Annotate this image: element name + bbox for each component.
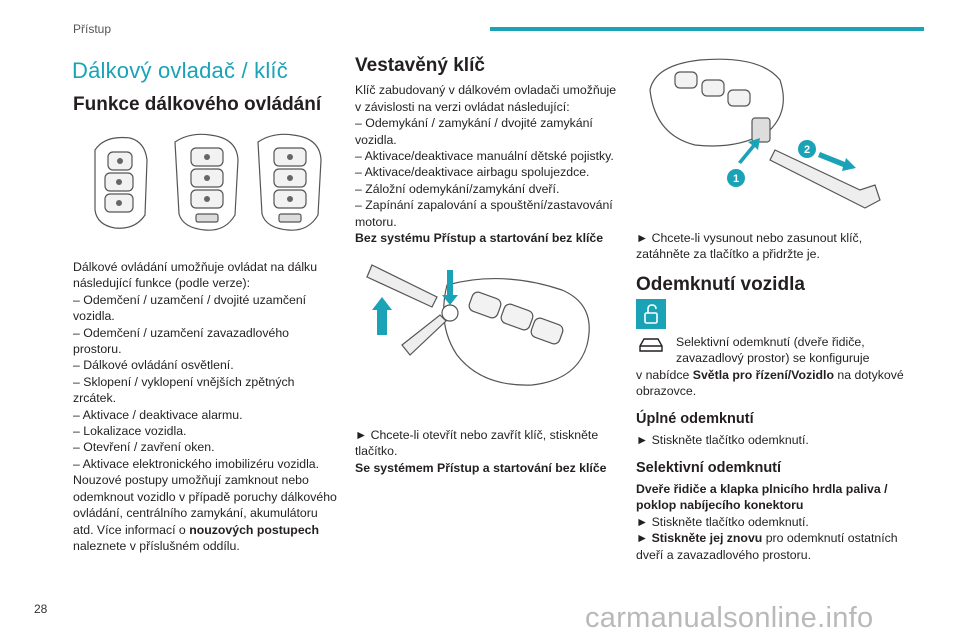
callout-1-label: 1 — [732, 173, 740, 185]
page-title: Dálkový ovladač / klíč — [72, 58, 288, 83]
column-remote-functions-text — [73, 259, 348, 554]
list-item: – Sklopení / vyklopení vnějších zpětných — [73, 374, 295, 389]
text-line: v závislosti na verzi ovládat následující: — [355, 99, 570, 114]
text-line: naleznete v příslušném oddílu. — [73, 538, 240, 553]
text-span: ► — [636, 531, 652, 546]
heading-unlock-vehicle: Odemknutí vozidla — [636, 273, 805, 295]
instruction-line: ► Chcete-li otevřít nebo zavřít klíč, stiskněte — [355, 428, 599, 442]
column-integrated-key-instructions — [355, 427, 623, 476]
text-line: prostoru. — [73, 342, 122, 357]
key-eject-illustration — [640, 50, 900, 220]
instruction-line: ► Chcete-li vysunout nebo zasunout klíč, — [636, 231, 863, 245]
text-span: pro odemknutí ostatních — [762, 531, 898, 546]
text-line: motoru. — [355, 214, 397, 229]
watermark: carmanualsonline.info — [585, 602, 874, 634]
list-item: – Dálkové ovládání osvětlení. — [73, 358, 234, 373]
bold-label-text: Dveře řidiče a klapka plnicího hrdla paliva / — [636, 482, 888, 497]
text-line: následující funkce (podle verze): — [73, 276, 251, 291]
page-number: 28 — [34, 602, 48, 616]
heading-remote-functions: Funkce dálkového ovládání — [73, 94, 322, 115]
list-item: – Otevření / zavření oken. — [73, 440, 215, 455]
heading-full-unlock: Úplné odemknutí — [636, 410, 754, 427]
text-line: vozidla. — [355, 132, 397, 147]
text-span: v nabídce — [636, 368, 693, 382]
header-accent-bar — [490, 27, 924, 31]
arrow-pull-icon — [818, 152, 856, 171]
instruction-line: ► Stiskněte tlačítko odemknutí. — [636, 514, 809, 529]
list-item: – Záložní odemykání/zamykání dveří. — [355, 181, 560, 196]
section-header-title: Přístup — [73, 22, 112, 36]
key-fold-illustration — [362, 255, 602, 405]
text-line: odemknout vozidlo v případě poruchy dálkového — [73, 489, 337, 504]
instruction-line — [636, 530, 926, 546]
column-integrated-key — [355, 55, 623, 246]
list-item: – Lokalizace vozidla. — [73, 424, 187, 439]
subheading-with-keyless — [355, 460, 623, 476]
list-item: – Aktivace/deaktivace airbagu spolujezdce. — [355, 165, 590, 180]
text-line: obrazovce. — [636, 384, 697, 399]
key-blade — [367, 265, 437, 307]
menu-path-label: Světla pro řízení/Vozidlo — [692, 368, 834, 382]
list-item: – Odemykání / zamykání / dvojité zamykání — [355, 116, 593, 131]
bold-label — [636, 481, 926, 497]
list-item: – Odemčení / uzamčení / dvojité uzamčení — [73, 292, 307, 307]
text-line: Klíč zabudovaný v dálkovém ovladači umožňuje — [355, 83, 617, 98]
instruction-line: ► Stiskněte tlačítko odemknutí. — [636, 433, 809, 448]
selective-unlock-note — [676, 334, 926, 367]
column-unlock — [636, 230, 926, 293]
text-line: zrcátek. — [73, 391, 117, 406]
column-remote-functions — [73, 94, 343, 115]
text-line: dveří a zavazadlového prostoru. — [636, 547, 811, 562]
text-line — [636, 367, 926, 383]
list-item: – Odemčení / uzamčení zavazadlového — [73, 325, 290, 340]
selective-unlock-note-cont — [636, 367, 926, 563]
emergency-procedures-link-text: nouzových postupech — [189, 522, 320, 537]
text-line — [73, 522, 348, 538]
list-item: – Aktivace / deaktivace alarmu. — [73, 407, 243, 422]
remote-fobs-illustration — [75, 130, 335, 240]
text-line: ovládání, centrálního zamykání, akumulátoru — [73, 506, 318, 521]
list-item: – Zapínání zapalování a spouštění/zastavování — [355, 198, 613, 213]
remote-body — [444, 279, 590, 386]
bold-instruction: Stiskněte jej znovu — [651, 531, 763, 546]
list-item: – Aktivace/deaktivace manuální dětské pojistky. — [355, 149, 614, 164]
bold-label: Bez systému Přístup a startování bez klíče — [355, 231, 604, 246]
heading-selective-unlock: Selektivní odemknutí — [636, 459, 782, 476]
text-span: na dotykové — [833, 368, 904, 382]
heading-integrated-key: Vestavěný klíč — [355, 55, 485, 76]
text-line: Nouzové postupy umožňují zamknout nebo — [73, 473, 309, 488]
callout-2-label: 2 — [803, 144, 811, 156]
subheading-without-keyless — [355, 230, 623, 246]
text-line: zavazadlový prostor) se konfiguruje — [676, 351, 870, 366]
text-span: atd. Více informací o — [73, 522, 190, 537]
text-line: Dálkové ovládání umožňuje ovládat na dálku — [73, 260, 318, 274]
car-icon — [636, 332, 666, 362]
key-blade-lower — [402, 315, 446, 355]
instruction-line: tlačítko. — [355, 444, 398, 459]
arrow-fold-icon — [372, 297, 392, 335]
list-item: – Aktivace elektronického imobilizéru vozidla. — [73, 456, 320, 471]
bold-label: Se systémem Přístup a startování bez klíče — [355, 460, 607, 475]
text-line: vozidla. — [73, 309, 115, 324]
instruction-line: zatáhněte za tlačítko a přidržte je. — [636, 247, 820, 262]
text-line: Selektivní odemknutí (dveře řidiče, — [676, 335, 865, 349]
bold-label — [636, 497, 926, 513]
bold-label-text: poklop nabíjecího konektoru — [636, 498, 804, 513]
unlock-icon — [636, 299, 666, 329]
